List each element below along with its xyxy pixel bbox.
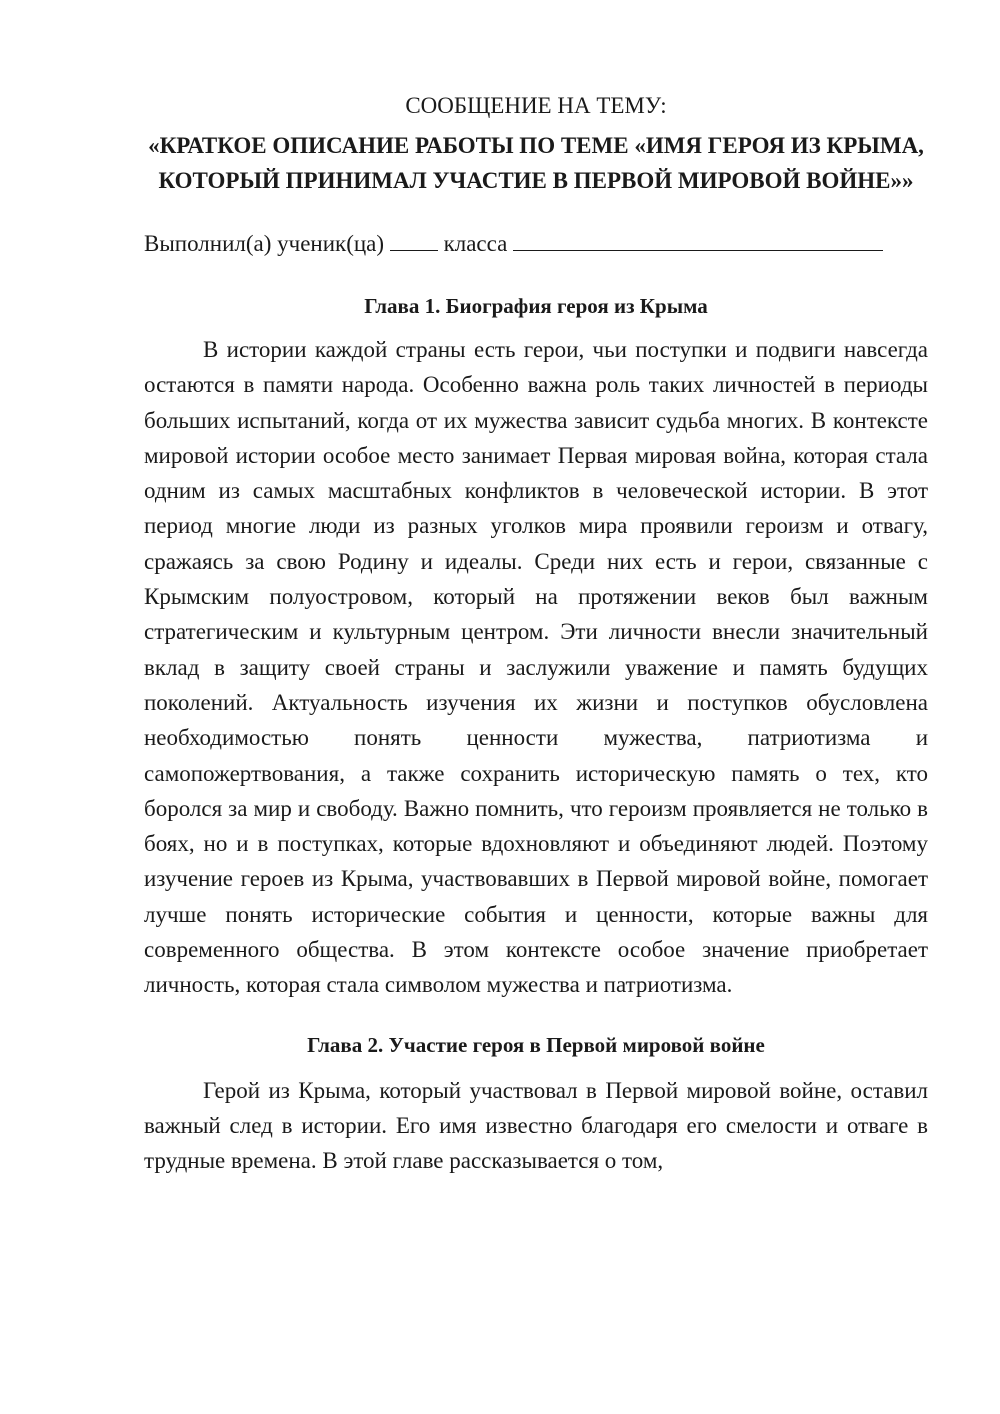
performer-prefix: Выполнил(а) ученик(ца) <box>144 231 385 256</box>
class-blank-line <box>390 226 438 251</box>
class-label: класса <box>443 231 508 256</box>
chapter-2-heading: Глава 2. Участие героя в Первой мировой войне <box>307 1032 765 1057</box>
performer-line <box>144 226 928 262</box>
name-blank-line <box>513 226 883 251</box>
chapter-1-paragraph: В истории каждой страны есть герои, чьи поступки и подвиги навсегда остаются в памяти народа. Особенно важна роль таких личностей в периоды больших испытаний, когда от их мужества зависит судьба многих. В контексте мировой истории особое место занимает Первая мировая война, которая стала одним из самых масштабных конфликтов в человеческой истории. В этот период многие люди из разных уголков мира проявили героизм и отвагу, сражаясь за свою Родину и идеалы. Среди них есть и герои, связанные с Крымским полуостровом, который на протяжении веков был важным стратегическим и культурным центром. Эти личности внесли значительный вклад в защиту своей страны и заслужили уважение и память будущих поколений. Актуальность изучения их жизни и поступков обусловлена необходимостью понять ценности мужества, патриотизма и самопожертвования, а также сохранить историческую память о тех, кто боролся за мир и свободу. Важно помнить, что героизм проявляется не только в боях, но и в поступках, которые вдохновляют и объединяют людей. Поэтому изучение героев из Крыма, участвовавших в Первой мировой войне, помогает лучше понять исторические события и ценности, которые важны для современного общества. В этом контексте особое значение приобретает личность, которая стала символом мужества и патриотизма. <box>144 337 928 998</box>
document-title: «КРАТКОЕ ОПИСАНИЕ РАБОТЫ ПО ТЕМЕ «ИМЯ ГЕРОЯ ИЗ КРЫМА, КОТОРЫЙ ПРИНИМАЛ УЧАСТИЕ В ПЕРВОЙ МИРОВОЙ ВОЙНЕ»» <box>148 133 924 193</box>
chapter-2-paragraph: Герой из Крыма, который участвовал в Первой мировой войне, оставил важный след в истории. Его имя известно благодаря его смелости и отваге в трудные времена. В этой главе рассказывается о том, <box>144 1077 928 1174</box>
document-subject: СООБЩЕНИЕ НА ТЕМУ: <box>405 93 667 118</box>
document-page <box>144 88 928 1179</box>
chapter-1-heading: Глава 1. Биография героя из Крыма <box>364 294 708 318</box>
